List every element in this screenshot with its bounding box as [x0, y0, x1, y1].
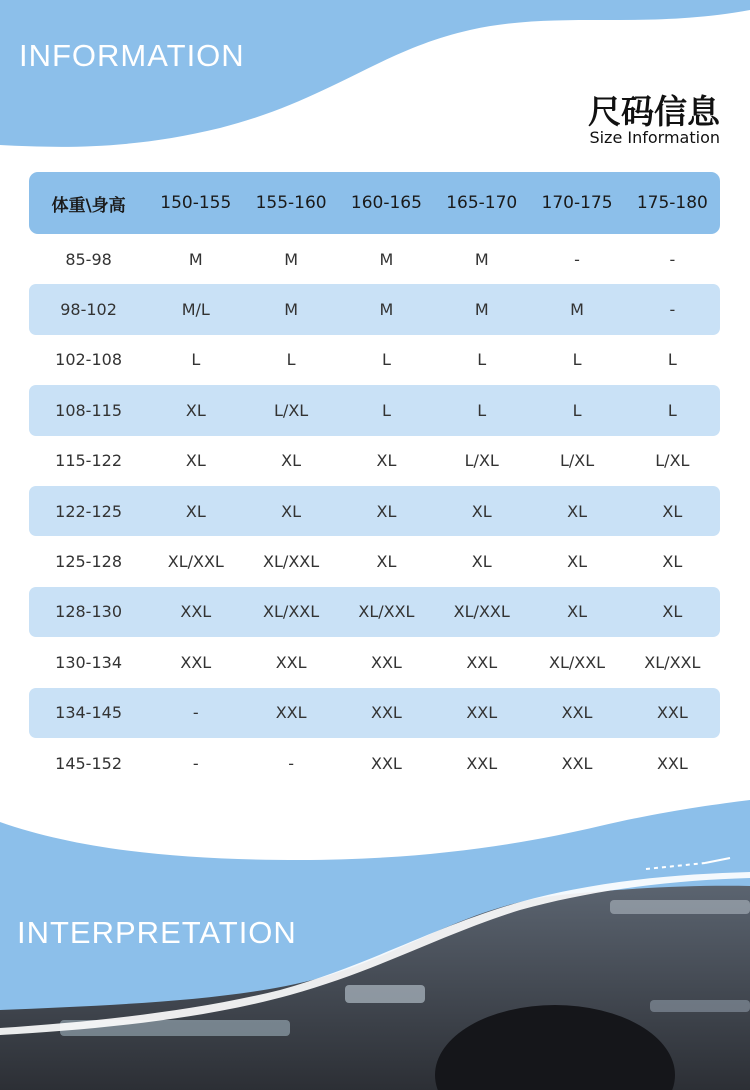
- height-header: 175-180: [636, 193, 708, 213]
- size-cell: XL/XXL: [263, 552, 320, 572]
- size-cell: L: [381, 350, 391, 370]
- size-cell: XXL: [371, 753, 402, 773]
- size-cell: XXL: [180, 652, 212, 672]
- size-cell: XXL: [275, 652, 307, 672]
- photo-light: [345, 985, 425, 1003]
- size-cell: XL: [567, 552, 587, 572]
- size-cell: L: [667, 400, 677, 420]
- size-cell: L/XL: [559, 451, 595, 471]
- table-row: [29, 335, 720, 385]
- size-cell: XL: [471, 552, 492, 572]
- size-cell: XL/XXL: [548, 652, 606, 672]
- height-header: 160-165: [350, 193, 422, 213]
- size-cell: XL: [185, 451, 206, 471]
- size-cell: XL: [662, 501, 683, 521]
- size-cell: XL/XXL: [453, 602, 510, 622]
- size-cell: XXL: [656, 703, 688, 723]
- size-cell: XL/XXL: [263, 602, 320, 622]
- size-table-header: [29, 172, 720, 234]
- weight-range: 134-145: [55, 703, 122, 723]
- table-row: [29, 385, 720, 435]
- photo-light: [610, 900, 750, 914]
- height-header: 150-155: [160, 193, 232, 213]
- size-cell: M: [474, 249, 489, 269]
- table-row: [29, 738, 720, 788]
- size-cell: M: [379, 249, 394, 269]
- size-cell: L: [667, 350, 677, 370]
- size-cell: -: [288, 753, 294, 773]
- size-cell: XL/XXL: [644, 652, 701, 672]
- size-cell: XL: [662, 552, 683, 572]
- table-row: [29, 284, 720, 334]
- size-cell: -: [192, 753, 199, 773]
- size-cell: M: [570, 300, 584, 320]
- size-cell: M: [379, 300, 394, 320]
- weight-range: 85-98: [65, 249, 112, 269]
- size-cell: L/XL: [464, 451, 499, 471]
- size-cell: XL: [471, 501, 492, 521]
- size-cell: -: [669, 249, 676, 269]
- size-cell: -: [669, 300, 676, 320]
- size-cell: -: [574, 249, 580, 269]
- size-cell: XXL: [561, 753, 593, 773]
- size-cell: L: [477, 400, 487, 420]
- size-info-subtitle: Size Information: [589, 128, 720, 147]
- size-cell: XXL: [466, 753, 498, 773]
- size-cell: L: [572, 350, 582, 370]
- size-cell: XL: [567, 602, 587, 622]
- size-cell: XXL: [275, 703, 307, 723]
- weight-range: 130-134: [55, 652, 122, 672]
- size-cell: XL: [281, 501, 302, 521]
- size-table: [29, 172, 720, 788]
- weight-range: 145-152: [55, 753, 122, 773]
- weight-range: 115-122: [55, 451, 122, 471]
- size-cell: XL: [185, 501, 206, 521]
- size-cell: XL: [376, 451, 397, 471]
- size-cell: XL: [376, 501, 397, 521]
- section-title-interpretation: INTERPRETATION: [17, 915, 297, 950]
- size-cell: -: [192, 703, 199, 723]
- table-row: [29, 688, 720, 738]
- size-cell: XXL: [561, 703, 593, 723]
- weight-range: 98-102: [60, 300, 117, 320]
- weight-range: 125-128: [55, 552, 122, 572]
- size-cell: M/L: [181, 300, 210, 320]
- corner-label: 体重\身高: [51, 195, 126, 216]
- section-title-information: INFORMATION: [19, 38, 245, 73]
- table-row: [29, 587, 720, 637]
- size-cell: XL: [376, 552, 397, 572]
- size-info-title: 尺码信息: [588, 92, 720, 131]
- size-cell: XL: [185, 400, 206, 420]
- size-cell: XXL: [466, 703, 498, 723]
- size-cell: XXL: [371, 652, 402, 672]
- size-cell: M: [284, 300, 299, 320]
- table-row: [29, 536, 720, 586]
- table-row: [29, 436, 720, 486]
- height-header: 170-175: [541, 193, 613, 213]
- size-cell: XL/XXL: [358, 602, 415, 622]
- size-cell: XL: [662, 602, 683, 622]
- size-cell: XL: [567, 501, 587, 521]
- size-cell: M: [474, 300, 489, 320]
- height-header: 165-170: [446, 193, 518, 213]
- weight-range: 128-130: [55, 602, 122, 622]
- size-cell: M: [284, 249, 299, 269]
- size-cell: L/XL: [274, 400, 309, 420]
- size-cell: L/XL: [655, 451, 690, 471]
- size-cell: M: [188, 249, 203, 269]
- height-header: 155-160: [255, 193, 327, 213]
- size-cell: XL/XXL: [167, 552, 224, 572]
- size-cell: L: [286, 350, 296, 370]
- size-cell: XXL: [466, 652, 498, 672]
- weight-range: 102-108: [55, 350, 122, 370]
- size-cell: XL: [281, 451, 302, 471]
- table-row: [29, 637, 720, 687]
- size-cell: L: [477, 350, 487, 370]
- photo-light: [650, 1000, 750, 1012]
- size-cell: L: [381, 400, 391, 420]
- size-cell: L: [191, 350, 201, 370]
- table-row: [29, 486, 720, 536]
- size-cell: XXL: [656, 753, 688, 773]
- weight-range: 108-115: [55, 400, 122, 420]
- size-cell: XXL: [371, 703, 402, 723]
- weight-range: 122-125: [55, 501, 122, 521]
- size-cell: XXL: [180, 602, 212, 622]
- table-row: [29, 234, 720, 284]
- size-cell: L: [572, 400, 582, 420]
